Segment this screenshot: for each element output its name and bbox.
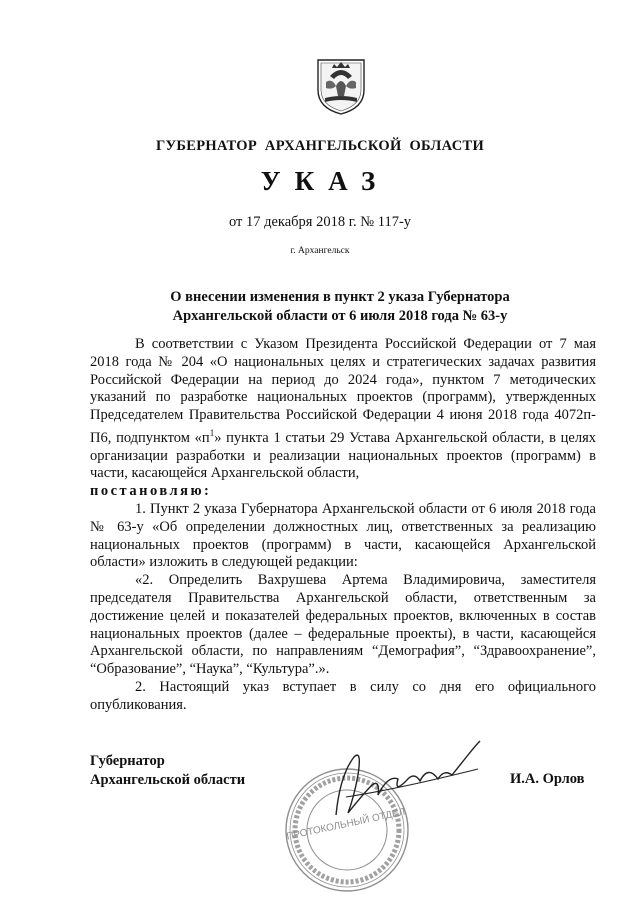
document-type-heading: УКАЗ <box>260 166 390 196</box>
authority-title: ГУБЕРНАТОР АРХАНГЕЛЬСКОЙ ОБЛАСТИ <box>155 138 485 154</box>
handwritten-signature <box>328 735 488 825</box>
subject-line-1: О внесении изменения в пункт 2 указа Губернатора <box>170 289 510 305</box>
signatory-name: И.А. Орлов <box>510 771 585 787</box>
signatory-position-line-1: Губернатор <box>90 753 165 769</box>
decree-word-paragraph <box>90 483 596 501</box>
signatory-position-line-2: Архангельской области <box>90 772 246 788</box>
preamble-text-end: » пункта 1 статьи 29 Устава Архангельской области, в целях организации разработки и реализации национальных проектов (программ) в части, касающейся Архангельской области, <box>90 429 596 482</box>
signatory-position <box>90 752 245 790</box>
document-subject <box>90 288 590 326</box>
decree-word: постановляю: <box>90 483 212 500</box>
preamble-paragraph <box>90 336 596 483</box>
item-1-paragraph: 1. Пункт 2 указа Губернатора Архангельской области от 6 июля 2018 года № 63-у «Об определении должностных лиц, ответственных за реализацию национальных проектов (программ) в части, касающейся Архангельской области» изложить в следующей редакции: <box>90 501 596 571</box>
coat-of-arms-emblem <box>312 56 370 116</box>
preamble-text: В соответствии с Указом Президента Российской Федерации от 7 мая 2018 года № 204 «О национальных целях и стратегических задачах развития Российской Федерации на период до 2024 года», пунктом 7 методических указаний по разработке национальных проектов (программ), утвержденных Председателем Правительства Российской Федерации 4 июня 2018 года 4072п-П6, подпунктом «п <box>90 336 596 446</box>
stamp-text: ПРОТОКОЛЬНЫЙ ОТДЕЛ <box>285 806 407 843</box>
document-body <box>90 336 596 715</box>
item-1-quote-paragraph: «2. Определить Вахрушева Артема Владимировича, заместителя председателя Правительства Архангельской области, ответственным за достижение целей и показателей федеральных проектов, включенных в состав национальных проектов (далее – федеральные проекты), в части, касающейся Архангельской области, по направлениям “Демография”, “Здравоохранение”, “Образование”, “Наука”, “Культура”.». <box>90 572 596 678</box>
document-city: г. Архангельск <box>290 246 350 256</box>
preamble-superscript: 1 <box>209 427 215 438</box>
document-date-number: от 17 декабря 2018 г. № 117-у <box>228 214 412 230</box>
item-2-paragraph: 2. Настоящий указ вступает в силу со дня его официального опубликования. <box>90 678 596 713</box>
subject-line-2: Архангельской области от 6 июля 2018 года № 63-у <box>172 308 508 324</box>
